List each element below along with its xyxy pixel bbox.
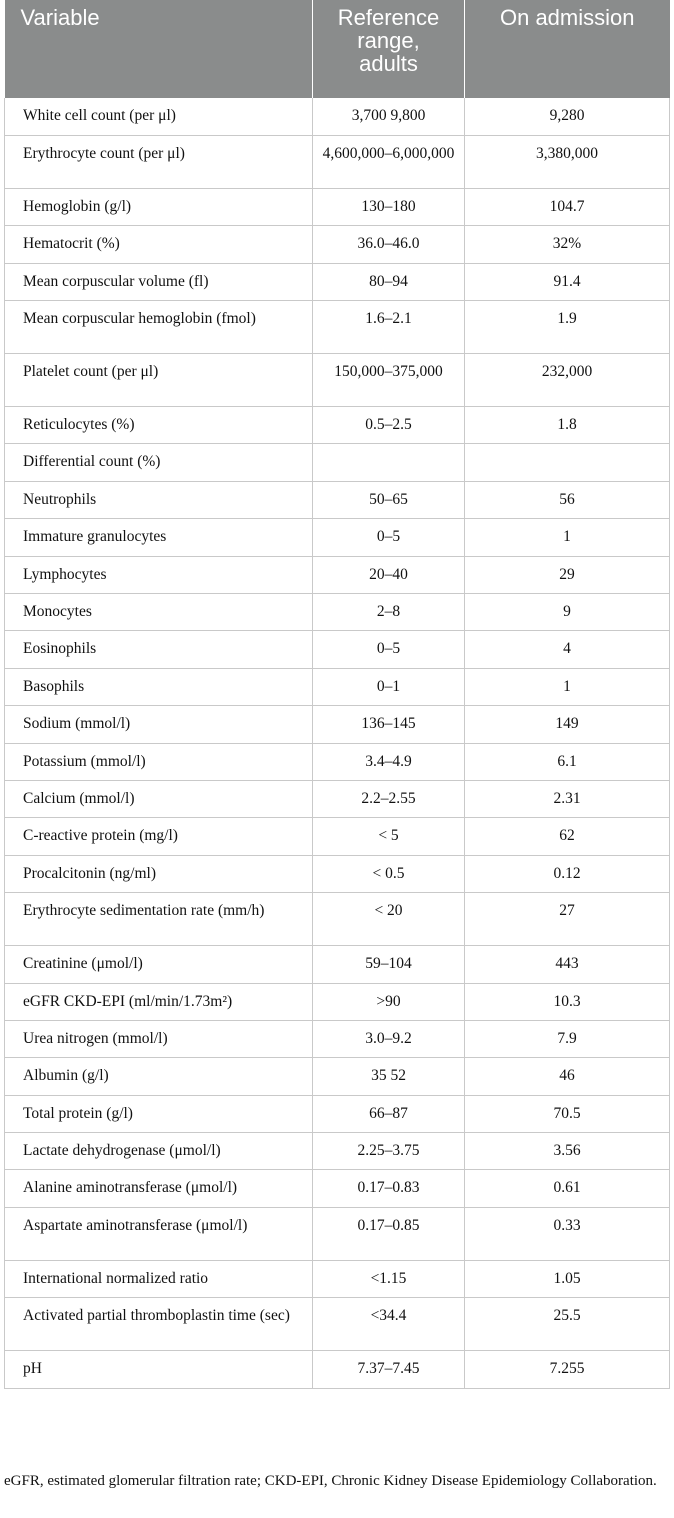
cell-variable: Basophils bbox=[5, 668, 313, 705]
cell-on-admission: 1.05 bbox=[465, 1260, 670, 1297]
table-body bbox=[5, 98, 670, 1388]
cell-on-admission: 1.9 bbox=[465, 301, 670, 354]
cell-on-admission: 4 bbox=[465, 631, 670, 668]
cell-reference-range: 1.6–2.1 bbox=[313, 301, 465, 354]
cell-on-admission: 0.33 bbox=[465, 1207, 670, 1260]
table-row bbox=[5, 407, 670, 444]
cell-variable: Alanine aminotransferase (μmol/l) bbox=[5, 1170, 313, 1207]
cell-variable: Lymphocytes bbox=[5, 556, 313, 593]
cell-on-admission: 9,280 bbox=[465, 98, 670, 135]
table-row bbox=[5, 818, 670, 855]
header-on-admission: On admission bbox=[465, 0, 670, 98]
table-row bbox=[5, 1020, 670, 1057]
cell-variable: Sodium (mmol/l) bbox=[5, 706, 313, 743]
table-row bbox=[5, 135, 670, 188]
cell-on-admission: 3,380,000 bbox=[465, 135, 670, 188]
table-row bbox=[5, 519, 670, 556]
cell-variable: Lactate dehydrogenase (μmol/l) bbox=[5, 1133, 313, 1170]
cell-reference-range: <34.4 bbox=[313, 1298, 465, 1351]
cell-on-admission: 25.5 bbox=[465, 1298, 670, 1351]
header-reference-range: Reference range, adults bbox=[313, 0, 465, 98]
cell-on-admission: 91.4 bbox=[465, 263, 670, 300]
cell-reference-range: 7.37–7.45 bbox=[313, 1351, 465, 1388]
cell-on-admission: 3.56 bbox=[465, 1133, 670, 1170]
table-header bbox=[5, 0, 670, 98]
cell-on-admission: 104.7 bbox=[465, 188, 670, 225]
table-row bbox=[5, 1298, 670, 1351]
cell-reference-range: < 5 bbox=[313, 818, 465, 855]
table-row bbox=[5, 1351, 670, 1388]
cell-variable: pH bbox=[5, 1351, 313, 1388]
cell-variable: Aspartate aminotransferase (μmol/l) bbox=[5, 1207, 313, 1260]
cell-on-admission: 29 bbox=[465, 556, 670, 593]
table-row bbox=[5, 631, 670, 668]
table-row bbox=[5, 983, 670, 1020]
cell-on-admission: 2.31 bbox=[465, 780, 670, 817]
table-row bbox=[5, 668, 670, 705]
cell-variable: Mean corpuscular volume (fl) bbox=[5, 263, 313, 300]
table-row bbox=[5, 706, 670, 743]
cell-on-admission: 1 bbox=[465, 519, 670, 556]
cell-on-admission: 7.9 bbox=[465, 1020, 670, 1057]
cell-on-admission: 0.61 bbox=[465, 1170, 670, 1207]
table-row bbox=[5, 946, 670, 983]
cell-reference-range: 0–1 bbox=[313, 668, 465, 705]
cell-reference-range: 59–104 bbox=[313, 946, 465, 983]
cell-reference-range: 0–5 bbox=[313, 631, 465, 668]
cell-variable: Total protein (g/l) bbox=[5, 1095, 313, 1132]
cell-variable: Erythrocyte sedimentation rate (mm/h) bbox=[5, 893, 313, 946]
cell-variable: Mean corpuscular hemoglobin (fmol) bbox=[5, 301, 313, 354]
cell-on-admission: 149 bbox=[465, 706, 670, 743]
table-row bbox=[5, 1207, 670, 1260]
table-footnote: eGFR, estimated glomerular filtration rate; CKD-EPI, Chronic Kidney Disease Epidemiology Collaboration. bbox=[4, 1473, 657, 1489]
cell-on-admission: 62 bbox=[465, 818, 670, 855]
table-row bbox=[5, 444, 670, 481]
cell-variable: Hemoglobin (g/l) bbox=[5, 188, 313, 225]
table-row bbox=[5, 1095, 670, 1132]
cell-reference-range: 36.0–46.0 bbox=[313, 226, 465, 263]
cell-reference-range: 150,000–375,000 bbox=[313, 354, 465, 407]
cell-reference-range: 2.25–3.75 bbox=[313, 1133, 465, 1170]
cell-variable: eGFR CKD-EPI (ml/min/1.73m²) bbox=[5, 983, 313, 1020]
cell-on-admission: 70.5 bbox=[465, 1095, 670, 1132]
cell-reference-range: 3.0–9.2 bbox=[313, 1020, 465, 1057]
header-variable: Variable bbox=[5, 0, 313, 98]
cell-reference-range: 20–40 bbox=[313, 556, 465, 593]
cell-on-admission: 46 bbox=[465, 1058, 670, 1095]
table-row bbox=[5, 893, 670, 946]
lab-results-table bbox=[4, 0, 670, 1389]
cell-reference-range: 3.4–4.9 bbox=[313, 743, 465, 780]
cell-on-admission: 0.12 bbox=[465, 855, 670, 892]
cell-on-admission bbox=[465, 444, 670, 481]
cell-reference-range: 66–87 bbox=[313, 1095, 465, 1132]
cell-reference-range: <1.15 bbox=[313, 1260, 465, 1297]
cell-variable: Differential count (%) bbox=[5, 444, 313, 481]
table-row bbox=[5, 226, 670, 263]
table-row bbox=[5, 855, 670, 892]
table-row bbox=[5, 743, 670, 780]
cell-variable: International normalized ratio bbox=[5, 1260, 313, 1297]
cell-on-admission: 1.8 bbox=[465, 407, 670, 444]
cell-reference-range: < 0.5 bbox=[313, 855, 465, 892]
cell-variable: C-reactive protein (mg/l) bbox=[5, 818, 313, 855]
cell-variable: White cell count (per μl) bbox=[5, 98, 313, 135]
cell-variable: Hematocrit (%) bbox=[5, 226, 313, 263]
cell-reference-range: 0.5–2.5 bbox=[313, 407, 465, 444]
table-row bbox=[5, 263, 670, 300]
cell-reference-range: 0–5 bbox=[313, 519, 465, 556]
cell-on-admission: 32% bbox=[465, 226, 670, 263]
cell-variable: Creatinine (μmol/l) bbox=[5, 946, 313, 983]
cell-variable: Urea nitrogen (mmol/l) bbox=[5, 1020, 313, 1057]
cell-reference-range: 0.17–0.83 bbox=[313, 1170, 465, 1207]
cell-reference-range: 2–8 bbox=[313, 594, 465, 631]
cell-on-admission: 1 bbox=[465, 668, 670, 705]
cell-reference-range: 130–180 bbox=[313, 188, 465, 225]
table-row bbox=[5, 594, 670, 631]
table-row bbox=[5, 556, 670, 593]
cell-variable: Reticulocytes (%) bbox=[5, 407, 313, 444]
cell-reference-range: 50–65 bbox=[313, 481, 465, 518]
cell-variable: Procalcitonin (ng/ml) bbox=[5, 855, 313, 892]
cell-on-admission: 10.3 bbox=[465, 983, 670, 1020]
cell-reference-range: >90 bbox=[313, 983, 465, 1020]
cell-variable: Platelet count (per μl) bbox=[5, 354, 313, 407]
cell-variable: Erythrocyte count (per μl) bbox=[5, 135, 313, 188]
cell-variable: Neutrophils bbox=[5, 481, 313, 518]
cell-variable: Calcium (mmol/l) bbox=[5, 780, 313, 817]
cell-on-admission: 9 bbox=[465, 594, 670, 631]
cell-reference-range: 0.17–0.85 bbox=[313, 1207, 465, 1260]
cell-variable: Immature granulocytes bbox=[5, 519, 313, 556]
table-row bbox=[5, 780, 670, 817]
cell-variable: Activated partial thromboplastin time (sec) bbox=[5, 1298, 313, 1351]
cell-reference-range bbox=[313, 444, 465, 481]
cell-on-admission: 56 bbox=[465, 481, 670, 518]
table-row bbox=[5, 1260, 670, 1297]
table-row bbox=[5, 188, 670, 225]
cell-reference-range: < 20 bbox=[313, 893, 465, 946]
cell-variable: Eosinophils bbox=[5, 631, 313, 668]
cell-variable: Albumin (g/l) bbox=[5, 1058, 313, 1095]
header-row bbox=[5, 0, 670, 98]
table-row bbox=[5, 354, 670, 407]
table-row bbox=[5, 301, 670, 354]
cell-on-admission: 232,000 bbox=[465, 354, 670, 407]
cell-reference-range: 2.2–2.55 bbox=[313, 780, 465, 817]
cell-reference-range: 4,600,000–6,000,000 bbox=[313, 135, 465, 188]
cell-on-admission: 6.1 bbox=[465, 743, 670, 780]
table-row bbox=[5, 1133, 670, 1170]
cell-on-admission: 443 bbox=[465, 946, 670, 983]
cell-reference-range: 3,700 9,800 bbox=[313, 98, 465, 135]
cell-on-admission: 27 bbox=[465, 893, 670, 946]
cell-on-admission: 7.255 bbox=[465, 1351, 670, 1388]
cell-reference-range: 136–145 bbox=[313, 706, 465, 743]
table-row bbox=[5, 1170, 670, 1207]
table-row bbox=[5, 98, 670, 135]
lab-results-table-container bbox=[4, 0, 669, 1389]
table-row bbox=[5, 1058, 670, 1095]
cell-variable: Potassium (mmol/l) bbox=[5, 743, 313, 780]
cell-reference-range: 35 52 bbox=[313, 1058, 465, 1095]
table-row bbox=[5, 481, 670, 518]
cell-variable: Monocytes bbox=[5, 594, 313, 631]
cell-reference-range: 80–94 bbox=[313, 263, 465, 300]
